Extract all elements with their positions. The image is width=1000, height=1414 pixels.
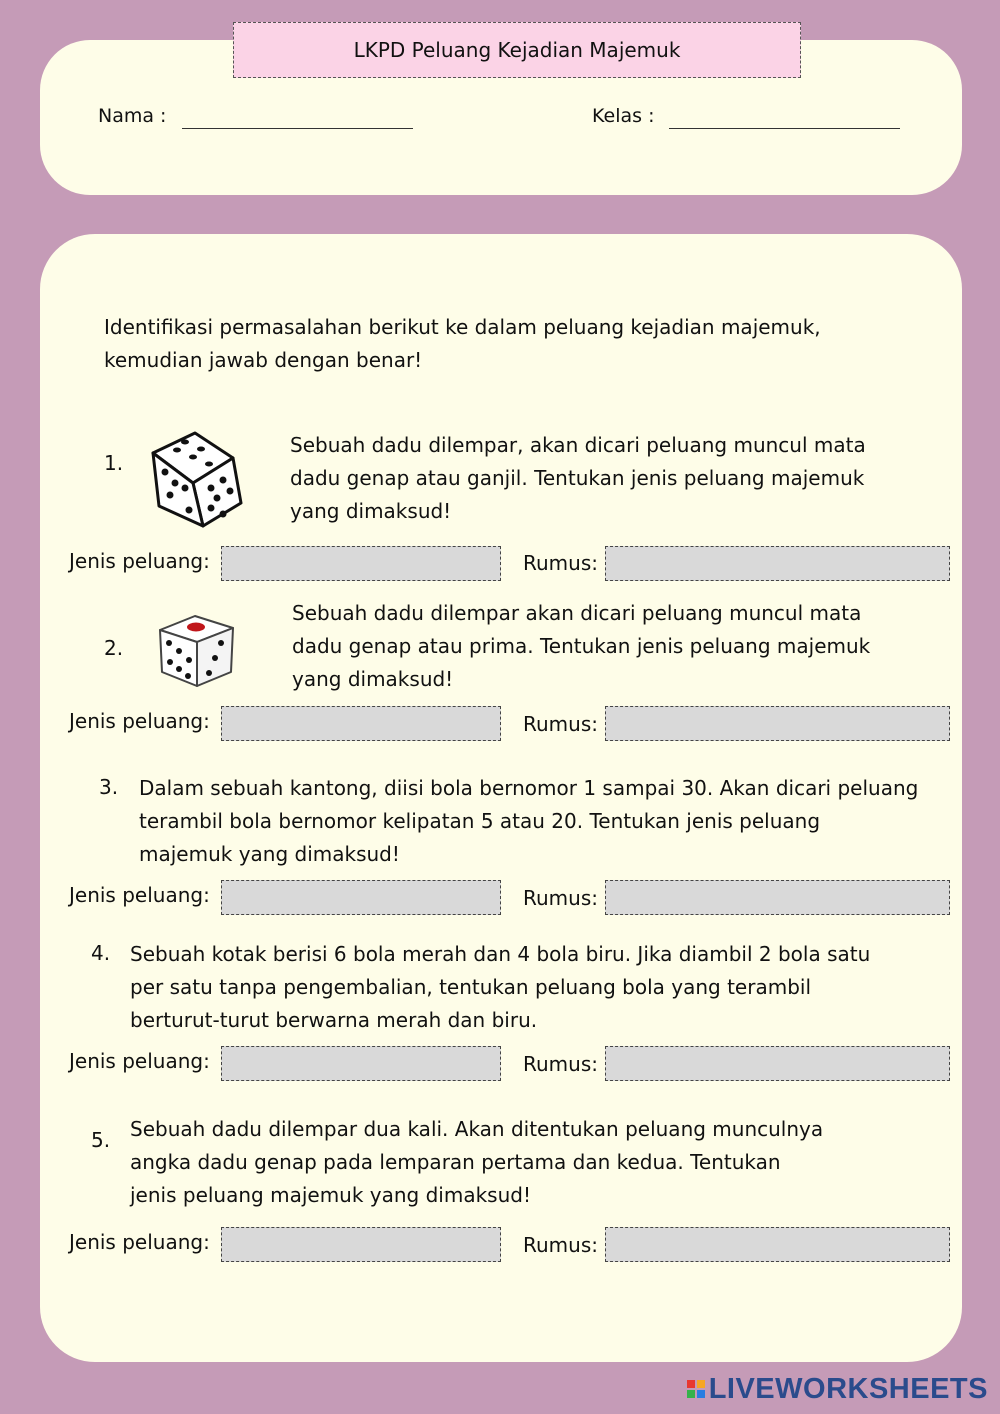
question-1-number: 1. — [104, 451, 124, 475]
question-1-type-label: Jenis peluang: — [69, 549, 210, 573]
name-label: Nama : — [98, 105, 167, 127]
question-4-type-label: Jenis peluang: — [69, 1049, 210, 1073]
question-2-text: Sebuah dadu dilempar akan dicari peluang muncul mata dadu genap atau prima. Tentukan jenis peluang majemuk yang dimaksud! — [292, 601, 871, 691]
dice-icon — [155, 610, 237, 690]
question-2-formula-input[interactable] — [605, 706, 950, 741]
question-5-formula-input[interactable] — [605, 1227, 950, 1262]
question-3-number: 3. — [99, 775, 119, 799]
question-5-number: 5. — [91, 1128, 111, 1152]
question-3-type-label: Jenis peluang: — [69, 883, 210, 907]
question-5-type-label: Jenis peluang: — [69, 1230, 210, 1254]
class-field[interactable] — [669, 128, 900, 129]
question-4-type-input[interactable] — [221, 1046, 501, 1081]
question-4-formula-label: Rumus: — [523, 1052, 598, 1076]
question-2-formula-label: Rumus: — [523, 712, 598, 736]
question-5-text: Sebuah dadu dilempar dua kali. Akan ditentukan peluang munculnya angka dadu genap pada lemparan pertama dan kedua. Tentukan jenis peluang majemuk yang dimaksud! — [130, 1117, 824, 1207]
question-2-number: 2. — [104, 636, 124, 660]
liveworksheets-brand[interactable] — [687, 1374, 988, 1404]
question-2-type-label: Jenis peluang: — [69, 709, 210, 733]
question-3-type-input[interactable] — [221, 880, 501, 915]
question-1-type-input[interactable] — [221, 546, 501, 581]
question-1-formula-label: Rumus: — [523, 551, 598, 575]
instruction: Identifikasi permasalahan berikut ke dalam peluang kejadian majemuk, kemudian jawab dengan benar! — [104, 315, 821, 372]
dice-3d-icon — [145, 428, 247, 530]
question-5-type-input[interactable] — [221, 1227, 501, 1262]
brand-name: LIVEWORKSHEETS — [708, 1372, 988, 1405]
question-4-number: 4. — [91, 941, 111, 965]
question-4-formula-input[interactable] — [605, 1046, 950, 1081]
question-2-type-input[interactable] — [221, 706, 501, 741]
class-label: Kelas : — [592, 105, 655, 127]
liveworksheets-logo-icon — [687, 1380, 705, 1398]
question-3-text: Dalam sebuah kantong, diisi bola bernomor 1 sampai 30. Akan dicari peluang terambil bola bernomor kelipatan 5 atau 20. Tentukan jenis peluang majemuk yang dimaksud! — [139, 776, 919, 866]
name-field[interactable] — [182, 128, 413, 129]
question-1-text: Sebuah dadu dilempar, akan dicari peluang muncul mata dadu genap atau ganjil. Tentukan jenis peluang majemuk yang dimaksud! — [290, 433, 866, 523]
question-3-formula-label: Rumus: — [523, 886, 598, 910]
question-5-formula-label: Rumus: — [523, 1233, 598, 1257]
question-1-formula-input[interactable] — [605, 546, 950, 581]
question-3-formula-input[interactable] — [605, 880, 950, 915]
worksheet-title: LKPD Peluang Kejadian Majemuk — [233, 22, 801, 78]
question-4-text: Sebuah kotak berisi 6 bola merah dan 4 bola biru. Jika diambil 2 bola satu per satu tanpa pengembalian, tentukan peluang bola yang terambil berturut-turut berwarna merah dan biru. — [130, 942, 871, 1032]
